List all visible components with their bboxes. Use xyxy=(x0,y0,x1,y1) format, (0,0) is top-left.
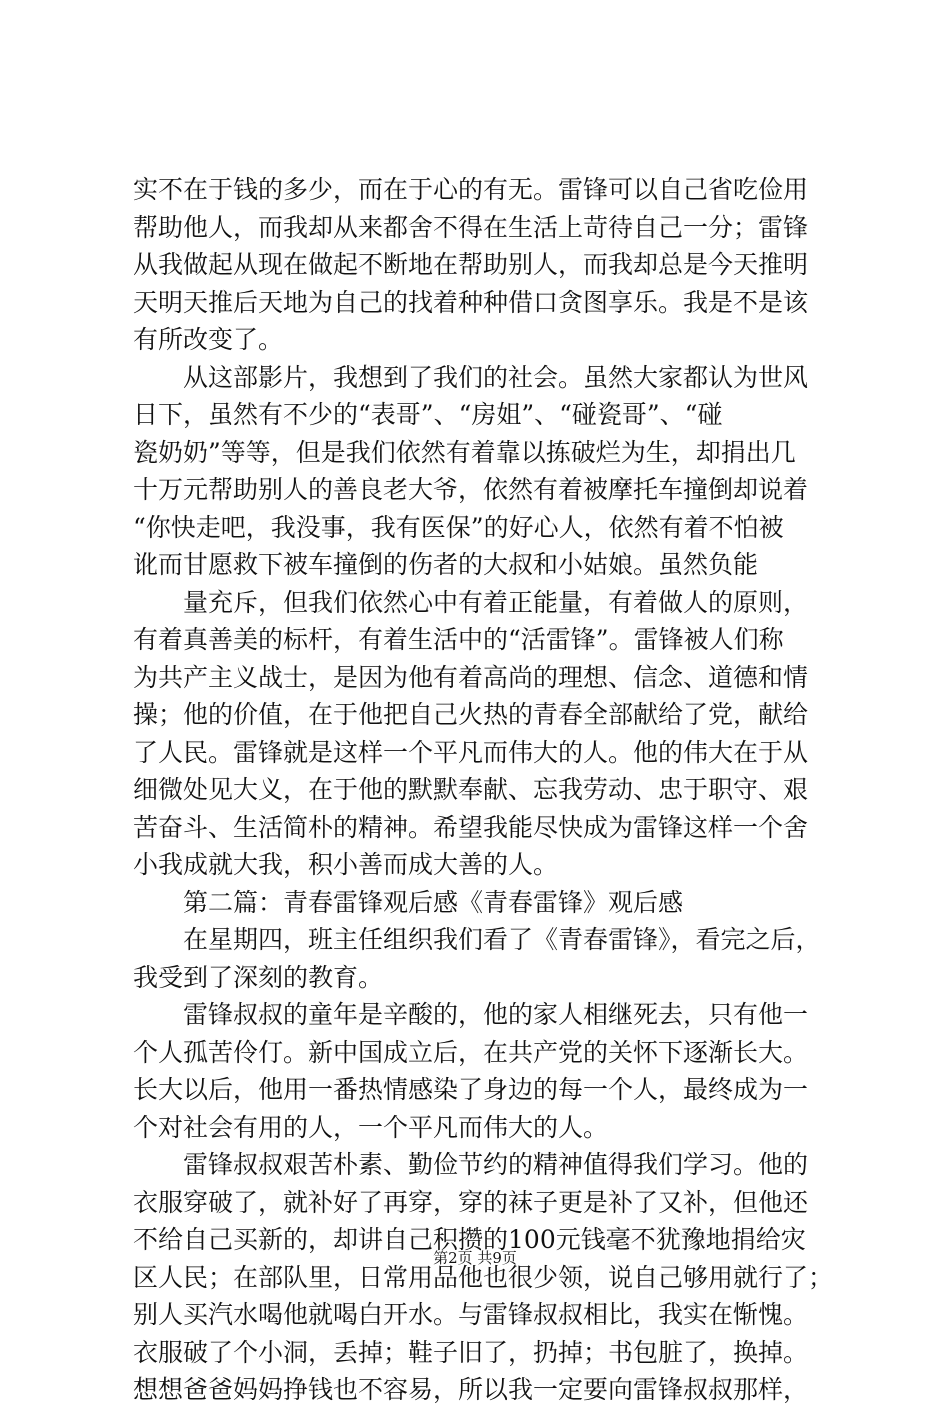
text-line: 苦奋斗、生活简朴的精神。希望我能尽快成为雷锋这样一个舍 xyxy=(133,812,809,842)
text-line: 天明天推后天地为自己的找着种种借口贪图享乐。我是不是该 xyxy=(133,287,809,317)
text-line: 细微处见大义，在于他的默默奉献、忘我劳动、忠于职守、艰 xyxy=(133,775,809,804)
text-line: 个对社会有用的人，一个平凡而伟大的人。 xyxy=(133,1112,609,1142)
text-line: 了人民。雷锋就是这样一个平凡而伟大的人。他的伟大在于从 xyxy=(133,737,809,767)
text-line: 个人孤苦伶仃。新中国成立后，在共产党的关怀下逐渐长大。 xyxy=(133,1037,809,1067)
text-line: 量充斥，但我们依然心中有着正能量，有着做人的原则， xyxy=(183,587,809,617)
text-line: 帮助他人，而我却从来都舍不得在生活上苛待自己一分；雷锋 xyxy=(133,212,809,242)
text-line: 在星期四，班主任组织我们看了《青春雷锋》，看完之后， xyxy=(183,925,821,954)
text-line: 不给自己买新的，却讲自己积攒的100元钱毫不犹豫地捐给灾 xyxy=(133,1225,806,1254)
page-number-label: 第2页 共9页 xyxy=(433,1249,517,1267)
text-line: 实不在于钱的多少，而在于心的有无。雷锋可以自己省吃俭用 xyxy=(133,175,809,204)
text-line: 别人买汽水喝他就喝白开水。与雷锋叔叔相比，我实在惭愧。 xyxy=(133,1300,809,1329)
text-line: 从这部影片，我想到了我们的社会。虽然大家都认为世风 xyxy=(183,362,809,392)
page-footer xyxy=(0,1248,950,1268)
text-line: 操；他的价值，在于他把自己火热的青春全部献给了党，献给 xyxy=(133,700,809,729)
text-line: 想想爸爸妈妈挣钱也不容易，所以我一定要向雷锋叔叔那样， xyxy=(133,1375,809,1404)
text-line: 小我成就大我，积小善而成大善的人。 xyxy=(133,850,559,879)
text-line: 雷锋叔叔艰苦朴素、勤俭节约的精神值得我们学习。他的 xyxy=(183,1150,809,1179)
text-line: 从我做起从现在做起不断地在帮助别人，而我却总是今天推明 xyxy=(133,250,809,279)
text-line: 衣服穿破了，就补好了再穿，穿的袜子更是补了又补，但他还 xyxy=(133,1187,809,1217)
text-line: 有着真善美的标杆，有着生活中的“活雷锋”。雷锋被人们称 xyxy=(133,625,784,654)
text-line: 瓷奶奶”等等，但是我们依然有着靠以拣破烂为生，却捐出几 xyxy=(133,437,796,467)
text-line: 雷锋叔叔的童年是辛酸的，他的家人相继死去，只有他一 xyxy=(183,1000,809,1029)
text-line: 十万元帮助别人的善良老大爷，依然有着被摩托车撞倒却说着 xyxy=(133,475,809,504)
text-line: 讹而甘愿救下被车撞倒的伤者的大叔和小姑娘。虽然负能 xyxy=(133,550,759,579)
document-body xyxy=(133,171,833,1409)
text-line: 衣服破了个小洞，丢掉；鞋子旧了，扔掉；书包脏了，换掉。 xyxy=(133,1337,809,1367)
text-line: 长大以后，他用一番热情感染了身边的每一个人，最终成为一 xyxy=(133,1075,809,1104)
text-line: 区人民；在部队里，日常用品他也很少领，说自己够用就行了； xyxy=(133,1262,834,1292)
text-line: 我受到了深刻的教育。 xyxy=(133,962,384,992)
text-line: 日下，虽然有不少的“表哥”、“房姐”、“碰瓷哥”、“碰 xyxy=(133,400,723,429)
text-line: 第二篇：青春雷锋观后感《青春雷锋》观后感 xyxy=(183,887,684,917)
text-line: 为共产主义战士，是因为他有着高尚的理想、信念、道德和情 xyxy=(133,662,809,692)
text-line: “你快走吧，我没事，我有医保”的好心人，依然有着不怕被 xyxy=(133,512,784,542)
text-line: 有所改变了。 xyxy=(133,325,284,354)
